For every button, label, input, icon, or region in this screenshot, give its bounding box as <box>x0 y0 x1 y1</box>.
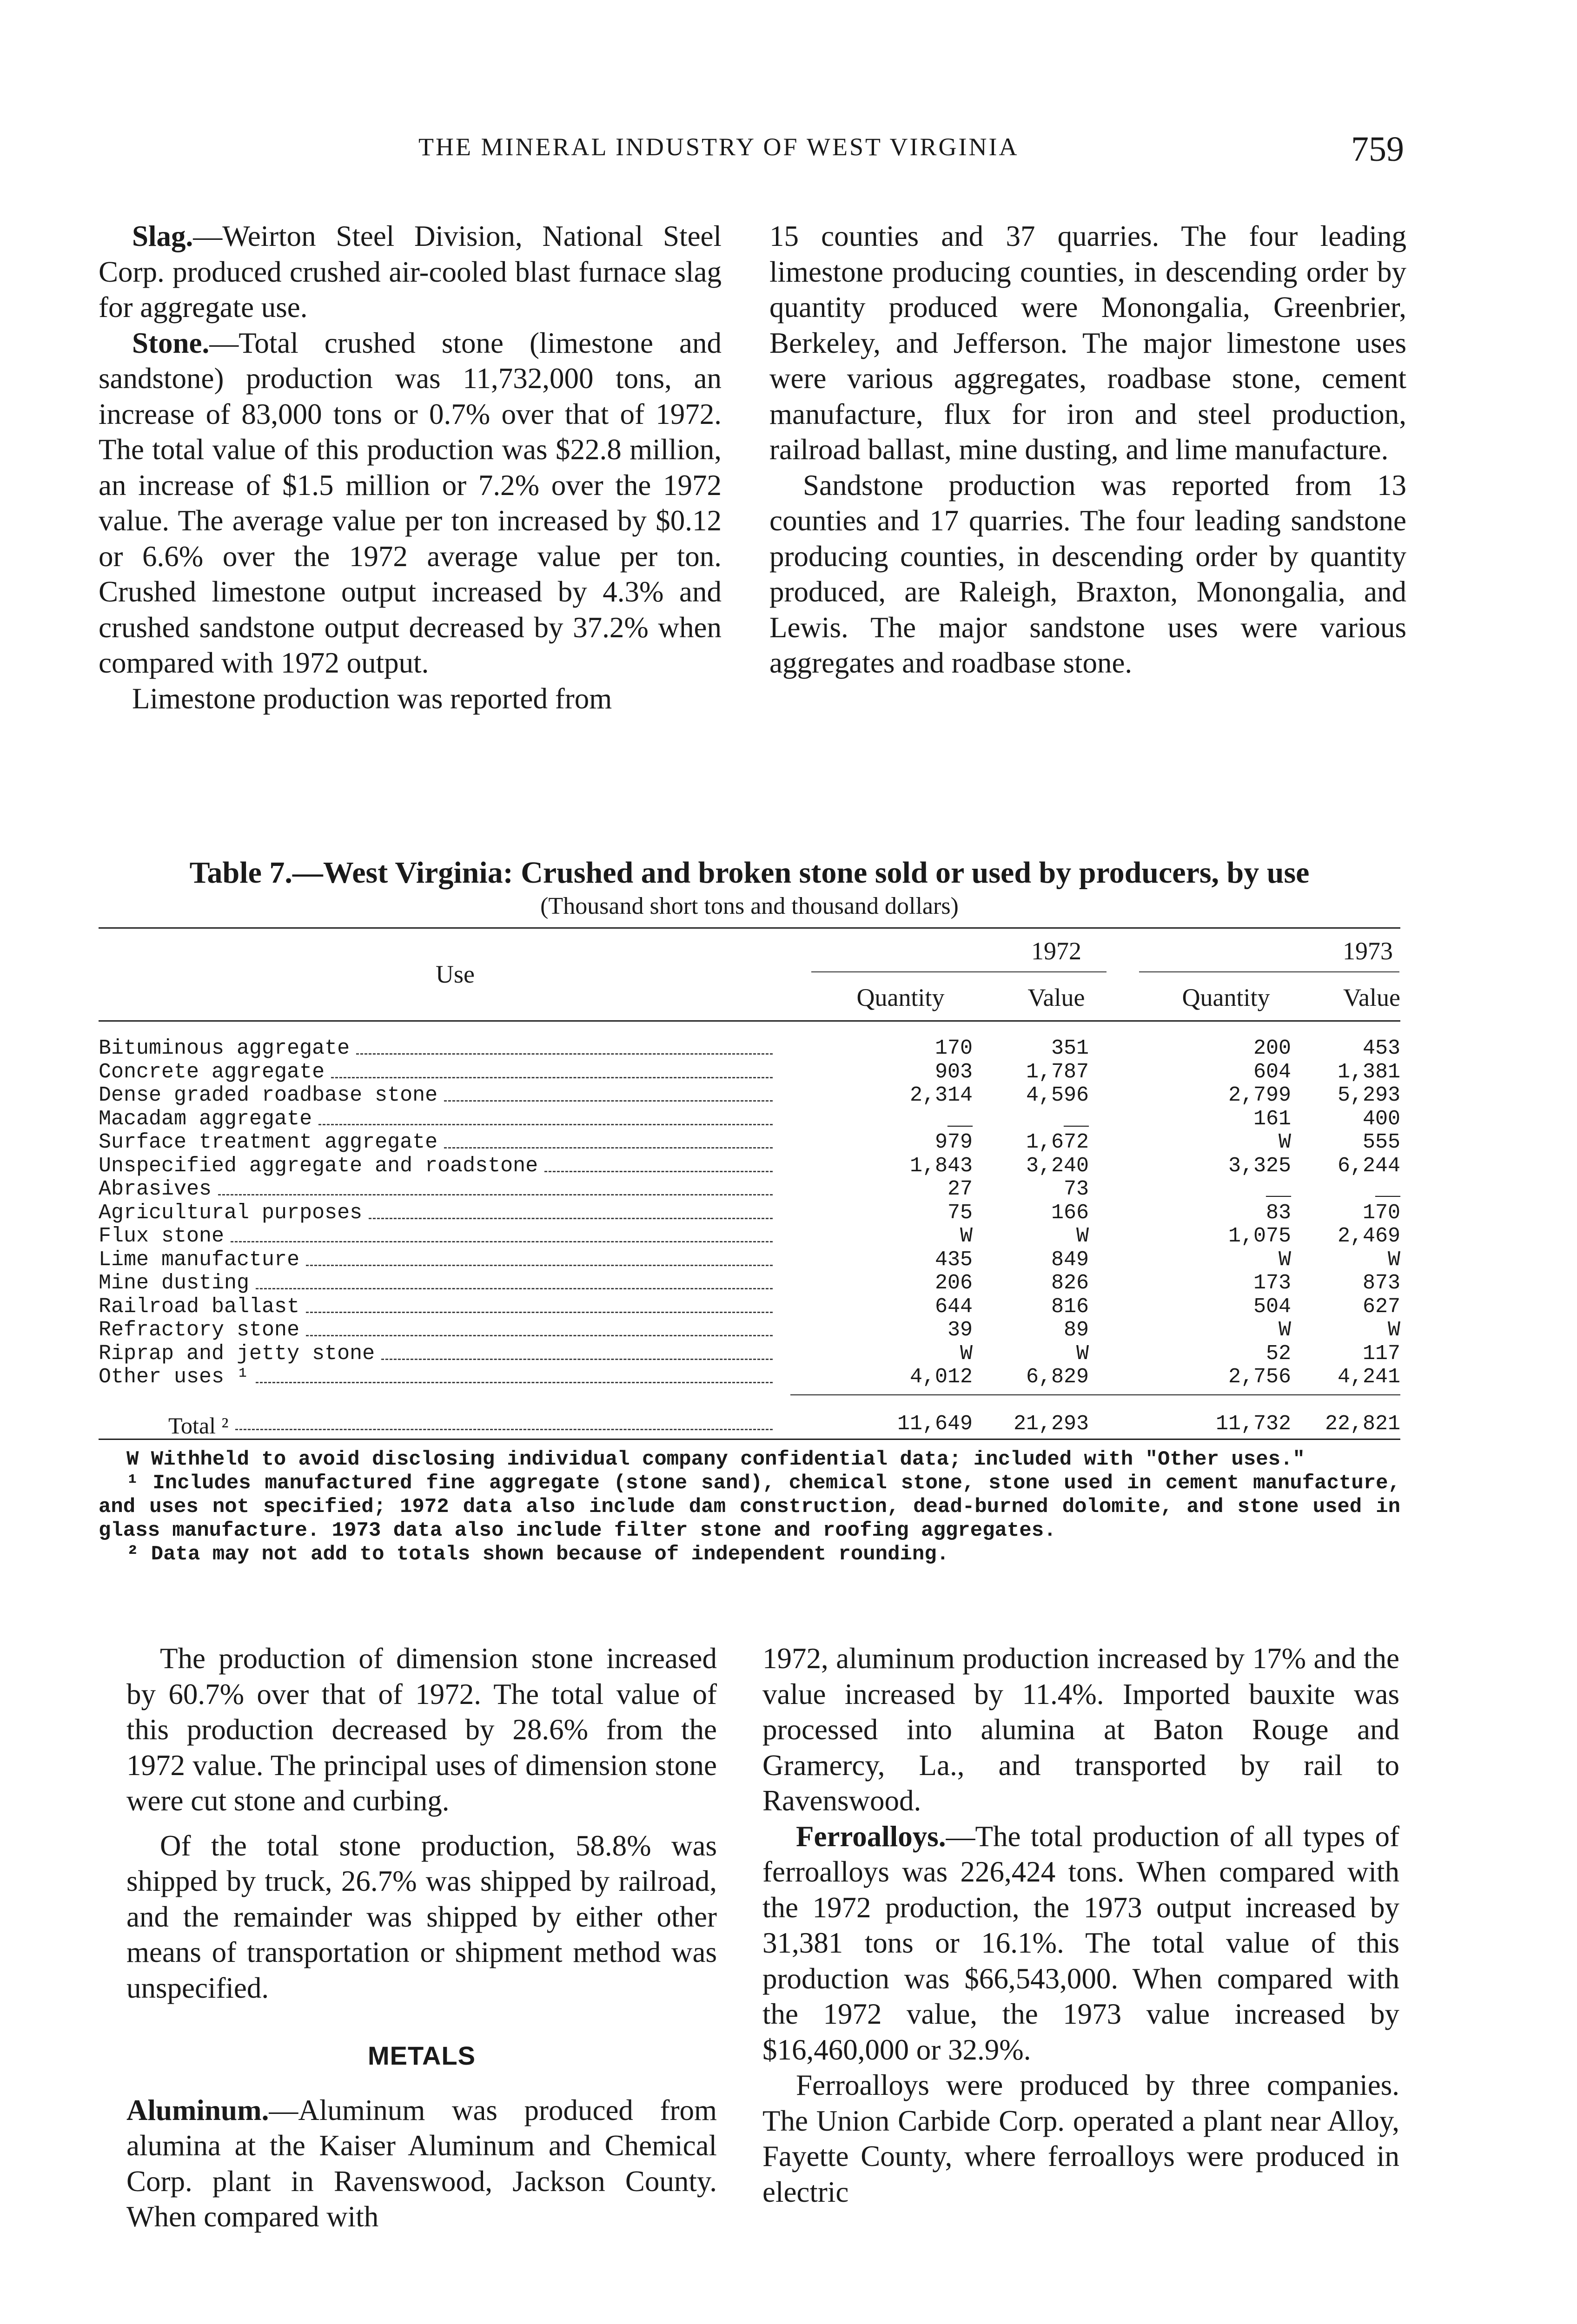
leader-line <box>235 1429 773 1430</box>
table-total-row <box>99 1412 1400 1439</box>
cell-q72: 1,843 <box>909 1154 973 1178</box>
cell-q72: 11,649 <box>897 1412 973 1436</box>
table-row <box>99 1365 1400 1388</box>
cell-q72: 979 <box>934 1130 973 1154</box>
row-label: Lime manufacture <box>99 1248 300 1272</box>
table-subtitle: (Thousand short tons and thousand dollars) <box>540 893 959 919</box>
column-header-use: Use <box>436 960 475 988</box>
row-label: Total ² <box>168 1412 229 1439</box>
table-row <box>99 1083 1400 1107</box>
row-label: Macadam aggregate <box>99 1107 312 1131</box>
table-row <box>99 1154 1400 1177</box>
cell-v73: 22,821 <box>1325 1412 1400 1436</box>
row-label: Mine dusting <box>99 1271 250 1295</box>
cell-q73: W <box>1278 1130 1291 1154</box>
row-label: Bituminous aggregate <box>99 1037 350 1060</box>
leader-line <box>256 1382 773 1383</box>
cell-q73: 1,075 <box>1228 1224 1291 1248</box>
dimension-stone-paragraph: The production of dimension stone increased by 60.7% over that of 1972. The total value of this production decreased by 28.6% from the 1972 value. The principal uses of dimension stone were cut stone and curbing. <box>126 1642 717 1817</box>
sandstone-paragraph: Sandstone production was reported from 13 counties and 17 quarries. The four leading sandstone producing counties, in descending order by quantity produced, are Raleigh, Braxton, Monongalia, and Lewis. The major sandstone uses were various aggregates and roadbase stone. <box>769 469 1406 679</box>
cell-v72: 73 <box>1063 1177 1089 1201</box>
aluminum-text: —Aluminum was produced from alumina at the Kaiser Aluminum and Chemical Corp. plant in Ravenswood, Jackson County. When compared with <box>126 2093 717 2233</box>
cell-q72: 206 <box>934 1271 973 1295</box>
cell-q73: W <box>1278 1248 1291 1272</box>
cell-q72: W <box>960 1341 973 1366</box>
row-label: Riprap and jetty stone <box>99 1341 375 1366</box>
cell-q72: W <box>960 1224 973 1248</box>
column-header-quantity-1973: Quantity <box>1182 984 1270 1011</box>
cell-q72: 4,012 <box>909 1365 973 1389</box>
cell-v73: W <box>1387 1248 1400 1272</box>
cell-v73: 4,241 <box>1337 1365 1400 1389</box>
cell-v72: 826 <box>1051 1271 1089 1295</box>
stone-text: —Total crushed stone (limestone and sandstone) production was 11,732,000 tons, an increase of 83,000 tons or 0.7% over that of 1972. The total value of this production was $22.8 million, an increase of $1.5 million or 7.2% over the 1972 value. The average value per ton increased by $0.12 or 6.6% over the 1972 average value per ton. Crushed limestone output increased by 4.3% and crushed sandstone output decreased by 37.2% when compared with 1972 output. <box>99 326 722 679</box>
cell-q72: 644 <box>934 1294 973 1319</box>
table-row <box>99 1295 1400 1318</box>
limestone-continued: 15 counties and 37 quarries. The four leading limestone producing counties, in descending order by quantity produced were Monongalia, Greenbrier, Berkeley, and Jefferson. The major limestone uses were various aggregates, roadbase stone, cement manufacture, flux for iron and steel production, railroad ballast, mine dusting, and lime manufacture. <box>769 220 1406 466</box>
table-row <box>99 1342 1400 1365</box>
slag-lead: Slag. <box>132 220 193 252</box>
cell-q72: 2,314 <box>909 1083 973 1107</box>
leader-line <box>444 1147 773 1149</box>
slag-text: —Weirton Steel Division, National Steel Corp. produced crushed air-cooled blast furnace slag for aggregate use. <box>99 220 722 324</box>
footnote-2: ² Data may not add to totals shown because of independent rounding. <box>126 1543 949 1566</box>
column-header-value-1973: Value <box>1343 984 1400 1011</box>
cell-v72: __ <box>1063 1107 1089 1131</box>
cell-v73: __ <box>1375 1177 1400 1201</box>
row-label: Concrete aggregate <box>99 1060 325 1084</box>
leader-line <box>369 1218 773 1219</box>
bottom-left-column <box>126 1641 717 2235</box>
leader-line <box>544 1171 773 1172</box>
row-label: Surface treatment aggregate <box>99 1130 438 1154</box>
table-title: Table 7.—West Virginia: Crushed and broken stone sold or used by producers, by use <box>189 856 1310 890</box>
cell-v73: W <box>1387 1318 1400 1342</box>
cell-q73: 11,732 <box>1215 1412 1291 1436</box>
cell-q73: 504 <box>1253 1294 1291 1319</box>
cell-q73: 161 <box>1253 1107 1291 1131</box>
bottom-right-column <box>762 1641 1399 2210</box>
cell-q73: 173 <box>1253 1271 1291 1295</box>
cell-v73: 400 <box>1362 1107 1400 1131</box>
cell-q72: 27 <box>947 1177 973 1201</box>
leader-line <box>306 1312 773 1313</box>
table-row <box>99 1177 1400 1201</box>
table-row <box>99 1224 1400 1248</box>
leader-line <box>306 1265 773 1266</box>
cell-v73: 117 <box>1362 1341 1400 1366</box>
table-row <box>99 1130 1400 1154</box>
cell-v72: 21,293 <box>1013 1412 1089 1436</box>
cell-q72: 39 <box>947 1318 973 1342</box>
limestone-start: Limestone production was reported from <box>132 682 612 715</box>
cell-v73: 170 <box>1362 1201 1400 1225</box>
cell-q72: 435 <box>934 1248 973 1272</box>
table-row <box>99 1060 1400 1083</box>
running-title: THE MINERAL INDUSTRY OF WEST VIRGINIA <box>418 133 1019 161</box>
cell-v72: 4,596 <box>1026 1083 1089 1107</box>
cell-v72: 166 <box>1051 1201 1089 1225</box>
metals-heading: METALS <box>367 2041 476 2070</box>
ferroalloys-companies: Ferroalloys were produced by three companies. The Union Carbide Corp. operated a plant near Alloy, Fayette County, where ferroalloys were produced in electric <box>762 2069 1399 2208</box>
cell-v72: 89 <box>1063 1318 1089 1342</box>
cell-v73: 2,469 <box>1337 1224 1400 1248</box>
aluminum-continued: 1972, aluminum production increased by 17% and the value increased by 11.4%. Imported bauxite was processed into alumina at Baton Rouge and Gramercy, La., and transported by rail to Ravenswood. <box>762 1642 1399 1817</box>
leader-line <box>218 1194 773 1195</box>
leader-line <box>306 1335 773 1336</box>
cell-q73: 200 <box>1253 1037 1291 1060</box>
table-row <box>99 1271 1400 1294</box>
leader-line <box>318 1124 773 1125</box>
cell-q73: 83 <box>1266 1201 1291 1225</box>
cell-q72: __ <box>947 1107 973 1131</box>
page-number: 759 <box>1351 130 1404 169</box>
table-body <box>99 927 1400 1448</box>
cell-v72: 1,672 <box>1026 1130 1089 1154</box>
cell-q73: W <box>1278 1318 1291 1342</box>
table-row <box>99 1037 1400 1060</box>
row-label: Dense graded roadbase stone <box>99 1083 438 1107</box>
aluminum-lead: Aluminum. <box>126 2093 269 2126</box>
footnote-w: W Withheld to avoid disclosing individual company confidential data; included with "Other uses." <box>126 1448 1305 1471</box>
leader-line <box>331 1077 773 1078</box>
cell-v73: 6,244 <box>1337 1154 1400 1178</box>
column-header-quantity-1972: Quantity <box>856 984 945 1011</box>
table-row <box>99 1248 1400 1271</box>
cell-v72: 6,829 <box>1026 1365 1089 1389</box>
row-label: Railroad ballast <box>99 1294 300 1319</box>
cell-q72: 170 <box>934 1037 973 1060</box>
column-header-value-1972: Value <box>1027 984 1085 1011</box>
leader-line <box>231 1241 773 1242</box>
leader-line <box>256 1288 773 1289</box>
cell-v72: W <box>1076 1224 1089 1248</box>
cell-v73: 453 <box>1362 1037 1400 1060</box>
row-label: Unspecified aggregate and roadstone <box>99 1154 538 1178</box>
top-right-column <box>769 218 1406 681</box>
row-label: Other uses ¹ <box>99 1365 250 1389</box>
cell-q72: 903 <box>934 1060 973 1084</box>
cell-q73: 2,799 <box>1228 1083 1291 1107</box>
shipping-paragraph: Of the total stone production, 58.8% was shipped by truck, 26.7% was shipped by railroad, and the remainder was shipped by either other means of transportation or shipment method was unspecified. <box>126 1829 717 2004</box>
total-rule <box>790 1394 1400 1395</box>
table-row <box>99 1201 1400 1224</box>
column-header-1973: 1973 <box>1343 937 1393 965</box>
column-header-1972: 1972 <box>1031 937 1081 965</box>
stone-lead: Stone. <box>132 326 210 359</box>
cell-v73: 5,293 <box>1337 1083 1400 1107</box>
table-bottom-rule <box>99 1439 1400 1440</box>
leader-line <box>444 1100 773 1102</box>
leader-line <box>356 1053 773 1055</box>
cell-v73: 873 <box>1362 1271 1400 1295</box>
row-label: Flux stone <box>99 1224 225 1248</box>
ferroalloys-text: —The total production of all types of ferroalloys was 226,424 tons. When compared with the 1972 production, the 1973 output increased by 31,381 tons or 16.1%. The total value of this production was $66,543,000. When compared with the 1972 value, the 1973 value increased by $16,460,000 or 32.9%. <box>762 1820 1399 2066</box>
table-row <box>99 1107 1400 1130</box>
cell-q73: 604 <box>1253 1060 1291 1084</box>
cell-v72: W <box>1076 1341 1089 1366</box>
cell-q73: __ <box>1266 1177 1291 1201</box>
row-label: Refractory stone <box>99 1318 300 1342</box>
leader-line <box>381 1359 773 1360</box>
cell-v73: 555 <box>1362 1130 1400 1154</box>
row-label: Abrasives <box>99 1177 212 1201</box>
ferroalloys-lead: Ferroalloys. <box>796 1820 946 1853</box>
row-label: Agricultural purposes <box>99 1201 363 1225</box>
cell-q73: 2,756 <box>1228 1365 1291 1389</box>
table-row <box>99 1318 1400 1341</box>
cell-v72: 351 <box>1051 1037 1089 1060</box>
cell-q73: 52 <box>1266 1341 1291 1366</box>
cell-v72: 849 <box>1051 1248 1089 1272</box>
cell-q73: 3,325 <box>1228 1154 1291 1178</box>
footnote-1: ¹ Includes manufactured fine aggregate (stone sand), chemical stone, stone used in cement manufacture, and uses not specified; 1972 data also include dam construction, dead-burned dolomite, and stone used in glass manufacture. 1973 data also include filter stone and roofing aggregates. <box>99 1472 1400 1542</box>
top-left-column <box>99 218 722 716</box>
table-footnotes <box>99 1448 1400 1566</box>
cell-v72: 3,240 <box>1026 1154 1089 1178</box>
cell-v73: 1,381 <box>1337 1060 1400 1084</box>
cell-q72: 75 <box>947 1201 973 1225</box>
cell-v72: 1,787 <box>1026 1060 1089 1084</box>
cell-v73: 627 <box>1362 1294 1400 1319</box>
cell-v72: 816 <box>1051 1294 1089 1319</box>
